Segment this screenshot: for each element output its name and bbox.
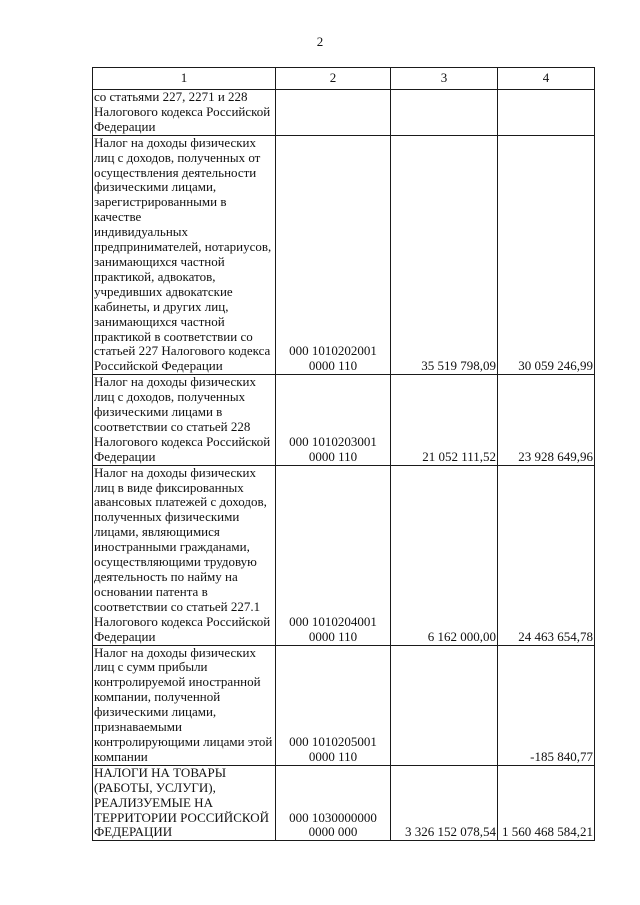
row-value-col4: 1 560 468 584,21 bbox=[498, 765, 595, 841]
row-description: Налог на доходы физических лиц с сумм прибыли контролируемой иностранной компании, полученной физическими лицами, признаваемыми контролирующими лицами этой компании bbox=[94, 644, 273, 764]
row-value-col3: 21 052 111,52 bbox=[391, 375, 498, 465]
row-description: Налог на доходы физических лиц с доходов, полученных от осуществления деятельности физическими лицами, зарегистрированными в качестве индивидуальных предпринимателей, нотариусов, занимающихся частной практикой, адвокатов, учредивших адвокатские кабинеты, и других лиц, занимающихся частной практикой в соответствии со статьей 227 Налогового кодекса Российской Федерации bbox=[94, 134, 272, 374]
budget-table bbox=[92, 67, 595, 841]
row-code: 000 1010202001 0000 110 bbox=[276, 135, 391, 375]
row-description-cell bbox=[93, 765, 276, 841]
row-description: НАЛОГИ НА ТОВАРЫ (РАБОТЫ, УСЛУГИ), РЕАЛИЗУЕМЫЕ НА ТЕРРИТОРИИ РОССИЙСКОЙ ФЕДЕРАЦИИ bbox=[94, 764, 269, 840]
row-description: Налог на доходы физических лиц в виде фиксированных авансовых платежей с доходов, полученных физическими лицами, являющимися иностранными гражданами, осуществляющими трудовую деятельность по найму на основании патента в соответствии со статьей 227.1 Налогового кодекса Российской Федерации bbox=[94, 464, 271, 644]
row-description-cell bbox=[93, 645, 276, 765]
row-value-col3: 35 519 798,09 bbox=[391, 135, 498, 375]
table-header-row bbox=[93, 68, 595, 90]
row-description: Налог на доходы физических лиц с доходов, полученных физическими лицами в соответствии со статьей 228 Налогового кодекса Российской Федерации bbox=[94, 374, 271, 464]
table-row bbox=[93, 90, 595, 136]
row-description-cell bbox=[93, 465, 276, 645]
row-value-col4: 30 059 246,99 bbox=[498, 135, 595, 375]
row-code bbox=[276, 90, 391, 136]
table-row bbox=[93, 465, 595, 645]
row-code: 000 1010205001 0000 110 bbox=[276, 645, 391, 765]
column-header-1: 1 bbox=[93, 68, 276, 90]
column-header-4: 4 bbox=[498, 68, 595, 90]
row-value-col3: 3 326 152 078,54 bbox=[391, 765, 498, 841]
row-code: 000 1010204001 0000 110 bbox=[276, 465, 391, 645]
column-header-3: 3 bbox=[391, 68, 498, 90]
table-row bbox=[93, 765, 595, 841]
row-value-col3: 6 162 000,00 bbox=[391, 465, 498, 645]
row-value-col4: 23 928 649,96 bbox=[498, 375, 595, 465]
page-number: 2 bbox=[316, 34, 324, 49]
row-value-col3 bbox=[391, 90, 498, 136]
row-code: 000 1030000000 0000 000 bbox=[276, 765, 391, 841]
row-value-col3 bbox=[391, 645, 498, 765]
row-value-col4: 24 463 654,78 bbox=[498, 465, 595, 645]
table-row bbox=[93, 645, 595, 765]
row-value-col4: -185 840,77 bbox=[498, 645, 595, 765]
column-header-2: 2 bbox=[276, 68, 391, 90]
row-description-cell bbox=[93, 135, 276, 375]
table-row bbox=[93, 375, 595, 465]
row-description-cell bbox=[93, 90, 276, 136]
row-code: 000 1010203001 0000 110 bbox=[276, 375, 391, 465]
row-description: со статьями 227, 2271 и 228 Налогового кодекса Российской Федерации bbox=[94, 89, 271, 134]
table-row bbox=[93, 135, 595, 375]
row-description-cell bbox=[93, 375, 276, 465]
row-value-col4 bbox=[498, 90, 595, 136]
